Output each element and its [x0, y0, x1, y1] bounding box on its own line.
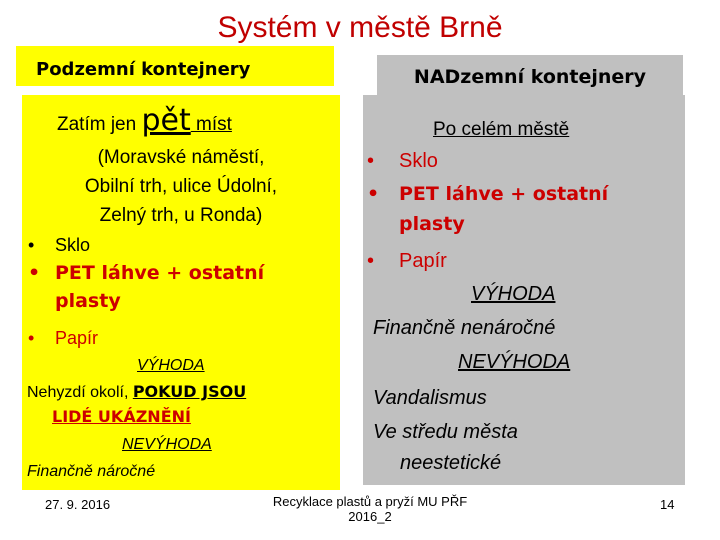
right-column-header: NADzemní kontejnery — [377, 55, 683, 97]
left-bullet-papir: Papír — [55, 328, 99, 348]
right-vyhoda-label: VÝHODA — [471, 283, 556, 305]
left-bullet-marker-3: • — [28, 328, 35, 348]
footer-page-number: 14 — [660, 497, 675, 512]
left-bullet-sklo: Sklo — [55, 235, 91, 255]
left-bullet-marker-2: • — [28, 262, 41, 284]
right-bullet-marker-1: • — [367, 150, 375, 172]
left-nevyhoda-label: NEVÝHODA — [122, 436, 212, 453]
left-panel — [22, 95, 340, 490]
left-bullet-pet-cont: plasty — [55, 290, 121, 312]
slide-title: Systém v městě Brně — [217, 11, 503, 44]
left-vyhoda-text-bold-2: LIDÉ UKÁZNĚNÍ — [52, 407, 191, 426]
left-column-header: Podzemní kontejnery — [16, 46, 334, 86]
right-nevyhoda-line-3: neestetické — [400, 452, 502, 474]
places-count-prefix: Zatím jen — [57, 114, 142, 135]
footer-course-line-1: Recyklace plastů a pryží MU PŘF — [272, 494, 468, 509]
right-panel — [363, 95, 685, 485]
places-count-suffix: míst — [190, 114, 232, 135]
places-line-1: (Moravské náměstí, — [97, 147, 265, 168]
right-bullet-sklo: Sklo — [399, 150, 438, 172]
left-vyhoda-text-bold: POKUD JSOU — [132, 382, 247, 401]
places-count-number: pět — [141, 103, 191, 138]
right-nevyhoda-line-1: Vandalismus — [373, 387, 487, 409]
left-nevyhoda-text: Finančně náročné — [27, 463, 156, 480]
right-vyhoda-text: Finančně nenáročné — [373, 317, 556, 339]
right-subtitle: Po celém městě — [433, 119, 570, 140]
places-count — [57, 103, 232, 138]
footer-date: 27. 9. 2016 — [45, 497, 111, 512]
right-bullet-marker-3: • — [367, 250, 375, 272]
places-line-2: Obilní trh, ulice Údolní, — [84, 176, 278, 197]
footer-course-line-2: 2016_2 — [348, 509, 392, 524]
right-bullet-pet-cont: plasty — [399, 213, 465, 235]
right-bullet-pet: PET láhve + ostatní — [399, 183, 609, 205]
right-nevyhoda-line-2: Ve středu města — [373, 421, 518, 443]
places-line-3: Zelný trh, u Ronda) — [99, 205, 263, 226]
right-bullet-marker-2: • — [367, 183, 380, 205]
left-bullet-pet: PET láhve + ostatní — [55, 262, 265, 284]
left-vyhoda-text-plain: Nehyzdí okolí, — [27, 384, 133, 401]
left-bullet-marker-1: • — [28, 235, 35, 255]
right-bullet-papir: Papír — [399, 250, 447, 272]
right-nevyhoda-label: NEVÝHODA — [458, 351, 571, 373]
left-vyhoda-label: VÝHODA — [137, 357, 205, 374]
footer-course — [240, 494, 500, 524]
left-vyhoda-text — [27, 382, 246, 402]
